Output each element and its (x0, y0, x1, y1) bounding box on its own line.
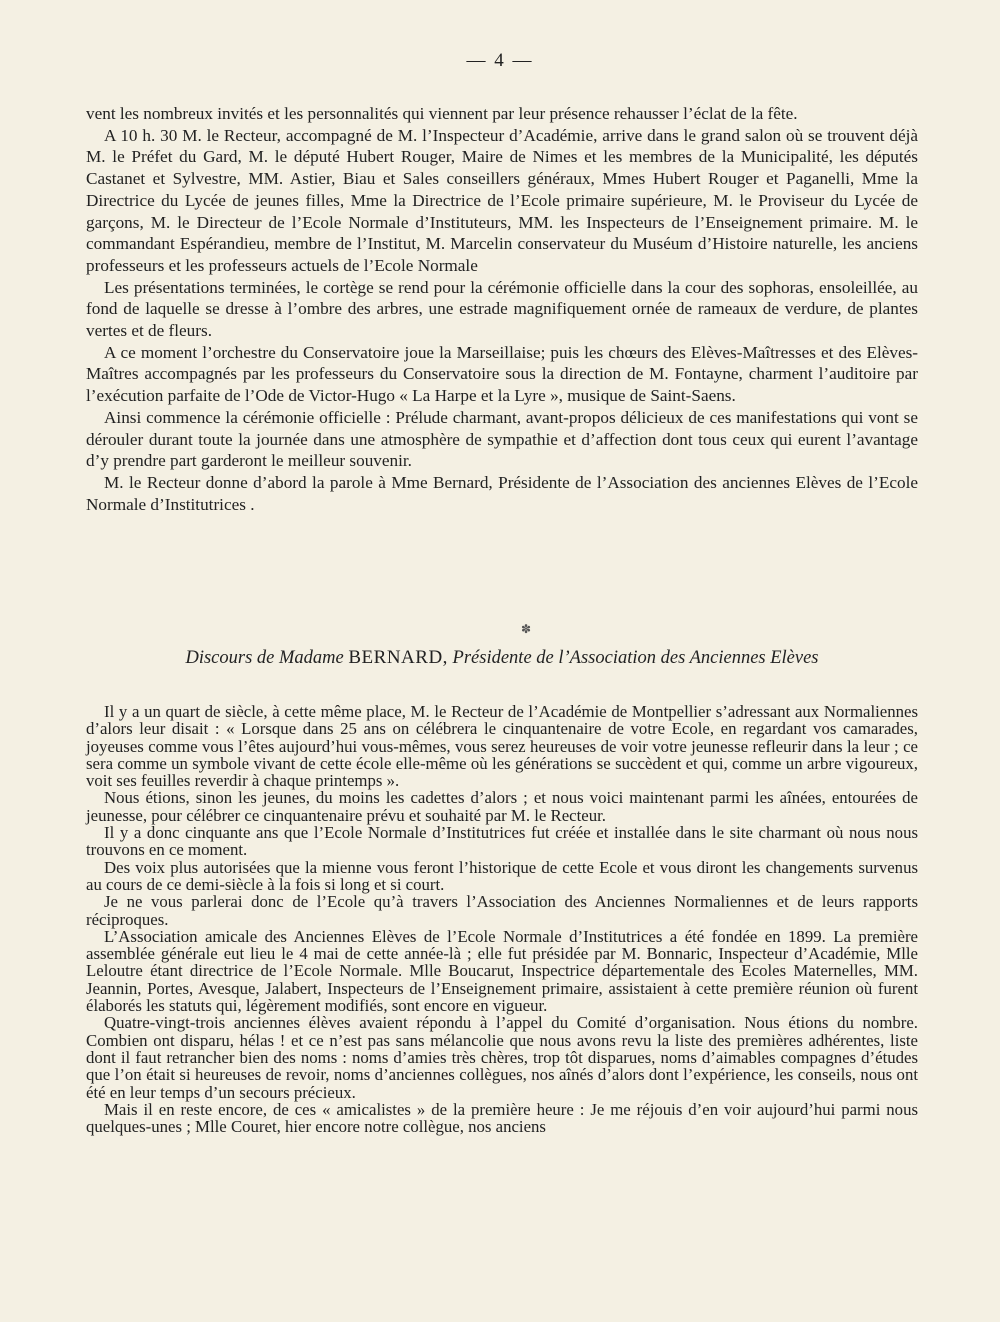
speech-heading (86, 647, 918, 669)
paragraph: Je ne vous parlerai donc de l’Ecole qu’à travers l’Association des Anciennes Normaliennes et de leurs rapports réciproques. (86, 892, 918, 929)
paragraph: Il y a un quart de siècle, à cette même place, M. le Recteur de l’Académie de Montpellier s’adressant aux Normaliennes d’alors leur disait : « Lorsque dans 25 ans on célébrera le cinquantenaire de votre Ecole, en regardant vos camarades, joyeuses comme vous l’êtes aujourd’hui vous-mêmes, vous serez heureuses de voir votre jeunesse refleurir dans la leur ; ce sera comme un symbole vivant de cette école elle-même où les générations se succèdent et qui, comme un arbre vigoureux, voit ses feuilles reverdir à chaque printemps ». (86, 702, 918, 791)
paragraph: Nous étions, sinon les jeunes, du moins les cadettes d’alors ; et nous voici maintenant parmi les aînées, entourées de jeunesse, pour célébrer ce cinquantenaire prévu et souhaité par M. le Recteur. (86, 788, 918, 825)
narrative-section (86, 103, 918, 515)
paragraph: Mais il en reste encore, de ces « amicalistes » de la première heure : Je me réjouis d’en voir aujourd’hui parmi nous quelques-unes ; Mlle Couret, hier encore notre collègue, nos anciens (86, 1099, 918, 1137)
paragraph: vent les nombreux invités et les personnalités qui viennent par leur présence rehausser l’éclat de la fête. (86, 104, 798, 123)
paragraph: Il y a donc cinquante ans que l’Ecole Normale d’Institutrices fut créée et installée dans le site charmant où nous nous trouvons en ce moment. (86, 823, 918, 860)
paragraph: Quatre-vingt-trois anciennes élèves avaient répondu à l’appel du Comité d’organisation. Nous étions du nombre. Combien ont disparu, hélas ! et ce n’est pas sans mélancolie que nous avons revu la liste des premières adhérentes, liste dont il faut retrancher bien des noms : noms d’amies très chères, trop tôt disparues, noms d’aimables compagnes d’études que l’on était si heureuses de revoir, noms d’anciennes collègues, nos aînés d’alors dont l’expérience, les conseils, nous ont été en leur temps d’un secours précieux. (86, 1013, 918, 1102)
paragraph: Les présentations terminées, le cortège se rend pour la cérémonie officielle dans la cour des sophoras, ensoleillée, au fond de laquelle se dresse à l’ombre des arbres, une estrade magnifiquement ornée de rameaux de verdure, de plantes vertes et de fleurs. (86, 277, 918, 341)
heading-prefix: Discours de Madame (185, 648, 349, 668)
paragraph: A 10 h. 30 M. le Recteur, accompagné de M. l’Inspecteur d’Académie, arrive dans le grand salon où se trouvent déjà M. le Préfet du Gard, M. le député Hubert Rouger, Maire de Nimes et les membres de la Municipalité, les députés Castanet et Sylvestre, MM. Astier, Biau et Sales conseillers généraux, Mmes Hubert Rouger et Paganelli, Mme la Directrice du Lycée de jeunes filles, Mme la Directrice de l’Ecole primaire supérieure, M. le Proviseur du Lycée de garçons, M. le Directeur de l’Ecole Normale d’Instituteurs, MM. les Inspecteurs de l’Enseignement primaire. M. le commandant Espérandieu, membre de l’Institut, M. Marcelin conservateur du Muséum d’Histoire naturelle, les anciens professeurs et les professeurs actuels de l’Ecole Normale (86, 125, 918, 275)
paragraph: M. le Recteur donne d’abord la parole à Mme Bernard, Présidente de l’Association des anciennes Elèves de l’Ecole Normale d’Institutrices . (86, 472, 918, 514)
paragraph: Ainsi commence la cérémonie officielle : Prélude charmant, avant-propos délicieux de ces manifestations qui vont se dérouler durant toute la journée dans une atmosphère de sympathie et d’affection dont tous ceux qui eurent l’avantage d’y prendre part garderont le meilleur souvenir. (86, 407, 918, 471)
paragraph: Des voix plus autorisées que la mienne vous feront l’historique de cette Ecole et vous diront les changements survenus au cours de ce demi-siècle à la fois si long et si court. (86, 857, 918, 894)
heading-suffix: Présidente de l’Association des Anciennes Elèves (447, 648, 819, 668)
page-number: — 4 — (466, 50, 534, 71)
ornament-mark: ✽ (521, 622, 532, 636)
speech-text (86, 703, 918, 1135)
paragraph: A ce moment l’orchestre du Conservatoire joue la Marseillaise; puis les chœurs des Elèves-Maîtresses et des Elèves-Maîtres accompagnés par les professeurs du Conservatoire sous la direction de M. Fontayne, charment l’auditoire par l’exécution parfaite de l’Ode de Victor-Hugo « La Harpe et la Lyre », musique de Saint-Saens. (86, 342, 918, 406)
paragraph: L’Association amicale des Anciennes Elèves de l’Ecole Normale d’Institutrices a été fondée en 1899. La première assemblée générale eut lieu le 4 mai de cette année-là ; elle fut présidée par M. Bonnaric, Inspecteur d’Académie, Mlle Leloutre étant directrice de l’Ecole Normale. Mlle Boucarut, Inspectrice départementale des Ecoles Maternelles, MM. Jeannin, Portes, Avesque, Jalabert, Inspecteurs de l’Enseignement primaire, assistaient à cette première réunion où furent élaborés les statuts qui, légèrement modifiés, sont encore en vigueur. (86, 926, 918, 1016)
heading-name: BERNARD, (348, 647, 448, 668)
